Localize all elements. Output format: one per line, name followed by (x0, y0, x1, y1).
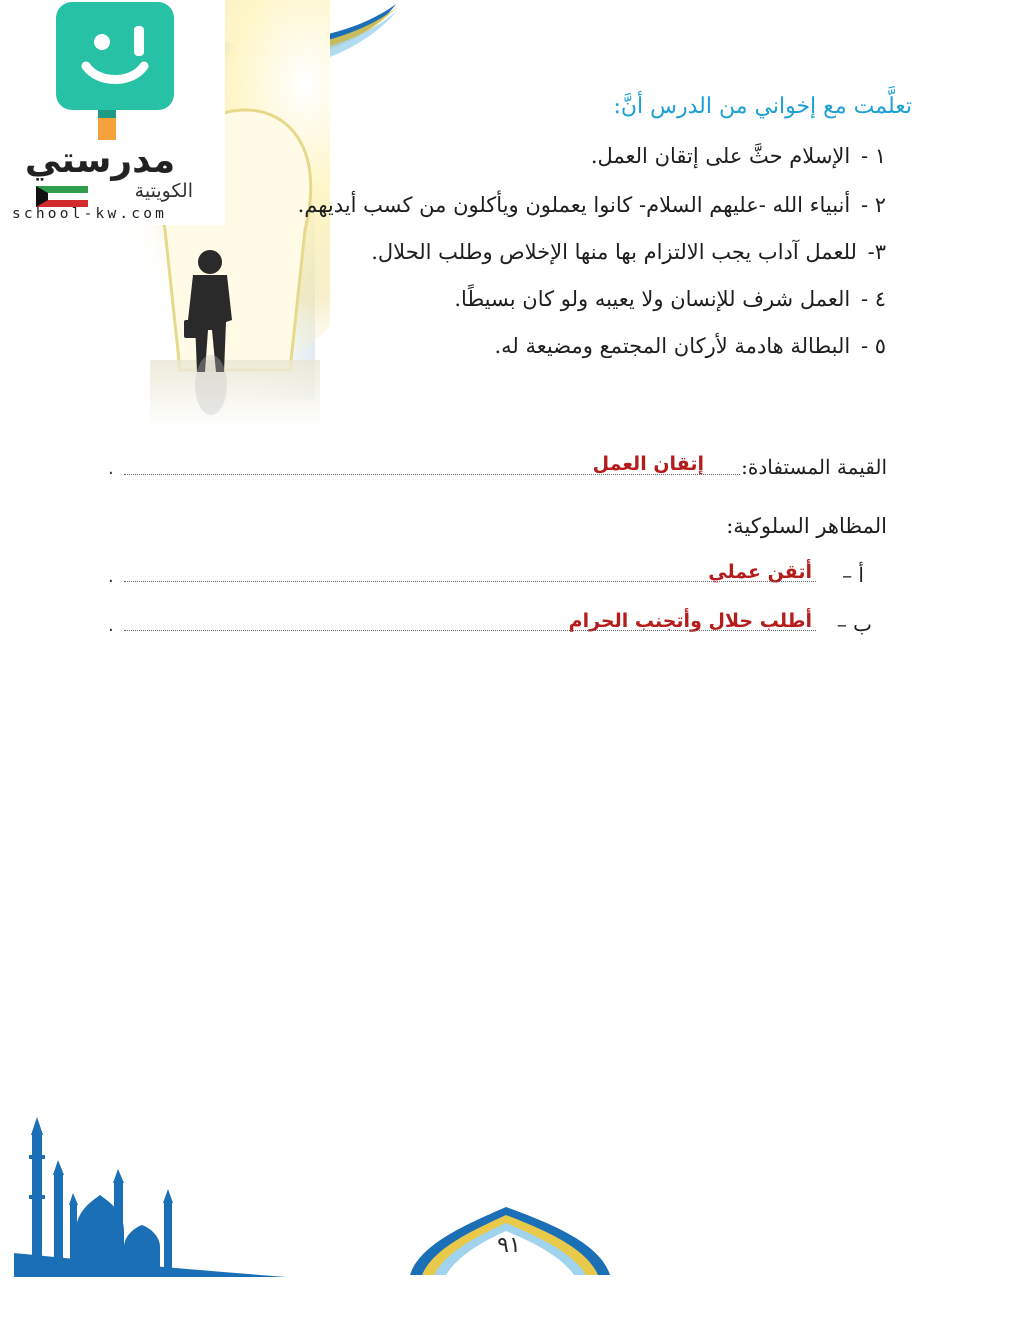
lesson-point (298, 193, 886, 217)
value-answer: إتقان العمل (592, 453, 704, 475)
logo-subtitle: الكويتية (134, 180, 193, 202)
behaviors-label: المظاهر السلوكية: (726, 514, 887, 538)
behavior-end-dot: . (108, 566, 114, 587)
lesson-point (454, 287, 886, 311)
point-text: أنبياء الله -عليهم السلام- كانوا يعملون ويأكلون من كسب أيديهم. (297, 193, 851, 217)
point-number: ٣- (867, 240, 886, 264)
behavior-answer: أتقن عملي (708, 561, 812, 583)
page-number: ٩١ (497, 1233, 521, 1258)
value-answer-line (124, 474, 740, 475)
lesson-point (495, 334, 887, 358)
mosque-skyline-icon (14, 1115, 286, 1277)
behavior-answer-line (124, 630, 816, 631)
point-number: ٤ - (860, 287, 886, 311)
lesson-point (591, 144, 886, 168)
point-text: العمل شرف للإنسان ولا يعيبه ولو كان بسيطًا. (454, 287, 851, 311)
point-number: ١ - (860, 144, 886, 168)
value-label: القيمة المستفادة: (741, 455, 887, 479)
behavior-letter: ب – (836, 612, 872, 636)
logo-name: مدرستي (24, 140, 176, 181)
behavior-letter: أ – (842, 563, 864, 587)
logo-url: school-kw.com (12, 206, 168, 222)
lesson-heading: تعلَّمت مع إخواني من الدرس أنَّ: (613, 94, 912, 119)
point-number: ٥ - (860, 334, 886, 358)
madrasati-logo-icon (56, 2, 174, 110)
kuwait-flag-icon (36, 186, 88, 207)
lesson-point (371, 240, 886, 264)
behavior-answer: أطلب حلال وأتجنب الحرام (568, 610, 812, 632)
point-text: للعمل آداب يجب الالتزام بها منها الإخلاص وطلب الحلال. (371, 240, 857, 264)
point-text: البطالة هادمة لأركان المجتمع ومضيعة له. (494, 334, 851, 358)
point-text: الإسلام حثَّ على إتقان العمل. (590, 144, 851, 168)
behavior-answer-line (124, 581, 816, 582)
value-end-dot: . (108, 458, 114, 479)
logo-bookmark-shadow (98, 110, 116, 118)
behavior-end-dot: . (108, 615, 114, 636)
point-number: ٢ - (860, 193, 886, 217)
